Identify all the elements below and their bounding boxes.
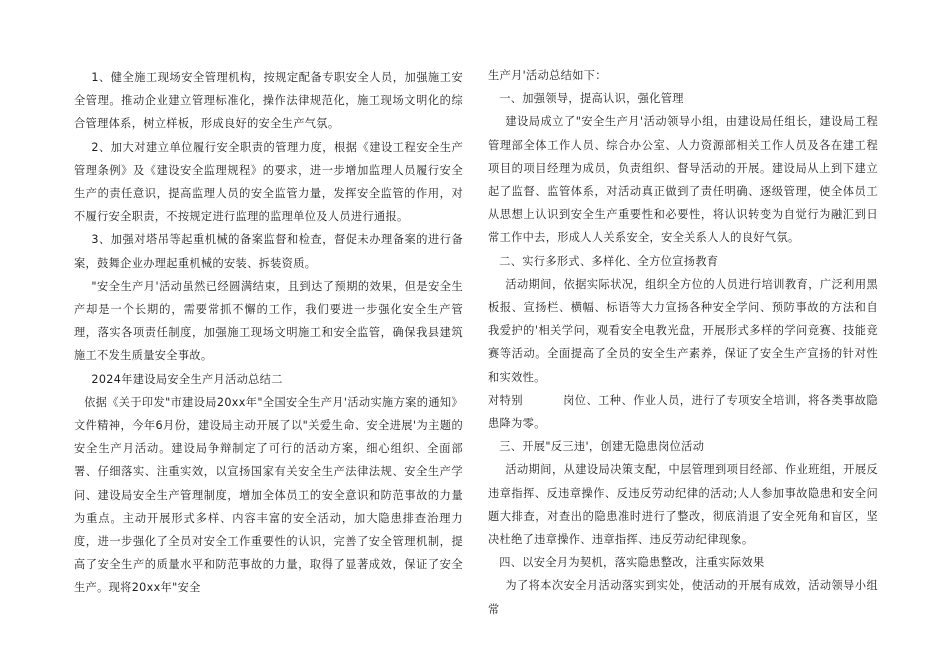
- paragraph-r2b-rest: 岗位、工种、作业人员，进行了专项安全培训，将各类事故隐患降为零。: [488, 393, 878, 431]
- section-title: 2024年建设局安全生产月活动总结二: [91, 372, 283, 386]
- heading-4: 四、以安全月为契机，落实隐患整改，注重实际效果: [499, 556, 765, 570]
- paragraph-r2b-start: 对特别: [488, 393, 523, 407]
- paragraph-4: "安全生产月'活动虽然已经圆满结束，且到达了预期的效果，但是安全生产却是一个长期的，需要常抓不懈的工作，我们要进一步强化安全生产管理，落实各项责任制度，加强施工现场文明施工和安全监管，确保我县建筑施工不发生质量安全事故。: [74, 279, 463, 363]
- paragraph-3: 3、加强对塔吊等起重机械的备案监督和检查，督促未办理备案的进行备案，鼓舞企业办理起重机械的安装、拆装资质。: [74, 233, 463, 270]
- paragraph-5: 依据《关于印发"市建设局20xx年"全国安全生产月'活动实施方案的通知》文件精神，今年6月份，建设局主动开展了以"关爱生命、安全进展'为主题的安全生产月活动。建设局争辩制定了可行的活动方案，细心组织、全面部署、仔细落实、注重实效，以宣扬国家有关安全生产法律法规、安全生产学问、建设局安全生产管理制度，增加全体员工的安全意识和防范事故的力量为重点。主动开展形式多样、内容丰富的安全活动，加大隐患排查治理力度，进一步强化了全员对安全工作重要性的认识，完善了安全管理机制，提高了安全生产的质量水平和防范事故的力量，取得了显著成效，保证了安全生产。现将20xx年"安全: [74, 395, 463, 595]
- paragraph-r2b: [488, 389, 878, 435]
- left-column: [74, 66, 463, 600]
- paragraph-r3: 活动期间，从建设局决策支配，中层管理到项目经部、作业班组，开展反违章指挥、反违章操作、反违反劳动纪律的活动;人人参加事故隐患和安全问题大排查，对查出的隐患准时进行了整改，彻底消退了安全死角和盲区，坚决杜绝了违章操作、违章指挥、违反劳动纪律现象。: [488, 463, 878, 547]
- heading-1: 一、加强领导，提高认识，强化管理: [499, 92, 684, 106]
- heading-3: 三、开展"反三违'，创建无隐患岗位活动: [499, 440, 705, 454]
- paragraph-2: 2、加大对建立单位履行安全职责的管理力度，根据《建设工程安全生产管理条例》及《建设安全监理规程》的要求，进一步增加监理人员履行安全生产的责任意识，提高监理人员的安全监管力量，发挥安全监管的作用，对不履行安全职责，不按规定进行监理的监理单位及人员进行通报。: [74, 140, 463, 224]
- paragraph-r2: 活动期间，依据实际状况，组织全方位的人员进行培训教育，广泛利用黑板报、宣扬栏、横幅、标语等大力宣扬各种安全学问、预防事故的方法和自我爱护的'相关学问，观看安全电教光盘，开展形式多样的学问竞赛、技能竞赛等活动。全面提高了全员的安全生产素养，保证了安全生产宣扬的针对性和实效性。: [488, 277, 878, 384]
- right-column: [488, 64, 878, 621]
- heading-2: 二、实行多形式、多样化、全方位宣扬教育: [499, 254, 719, 268]
- paragraph-r4: 为了将本次安全月活动落实到实处，使活动的开展有成效，活动领导小组常: [488, 579, 878, 616]
- paragraph-1: 1、健全施工现场安全管理机构，按规定配备专职安全人员，加强施工安全管理。推动企业建立管理标准化，操作法律规范化，施工现场文明化的综合管理体系，树立样板，形成良好的安全生产气氛。: [74, 71, 463, 131]
- paragraph-continued: 生产月'活动总结如下：: [488, 69, 607, 82]
- paragraph-r1: 建设局成立了"安全生产月'活动领导小组，由建设局任组长，建设局工程管理部全体工作人员、综合办公室、人力资源部相关工作人员及各在建工程项目的项目经理为成员，负责组织、督导活动的开展。建设局从上到下建立起了监督、监管体系，对活动真正做到了责任明确、逐级管理，使全体员工从思想上认识到安全生产重要性和必要性，将认识转变为自觉行为融汇到日常工作中去，形成人人关系安全，安全关系人人的良好气氛。: [488, 115, 878, 245]
